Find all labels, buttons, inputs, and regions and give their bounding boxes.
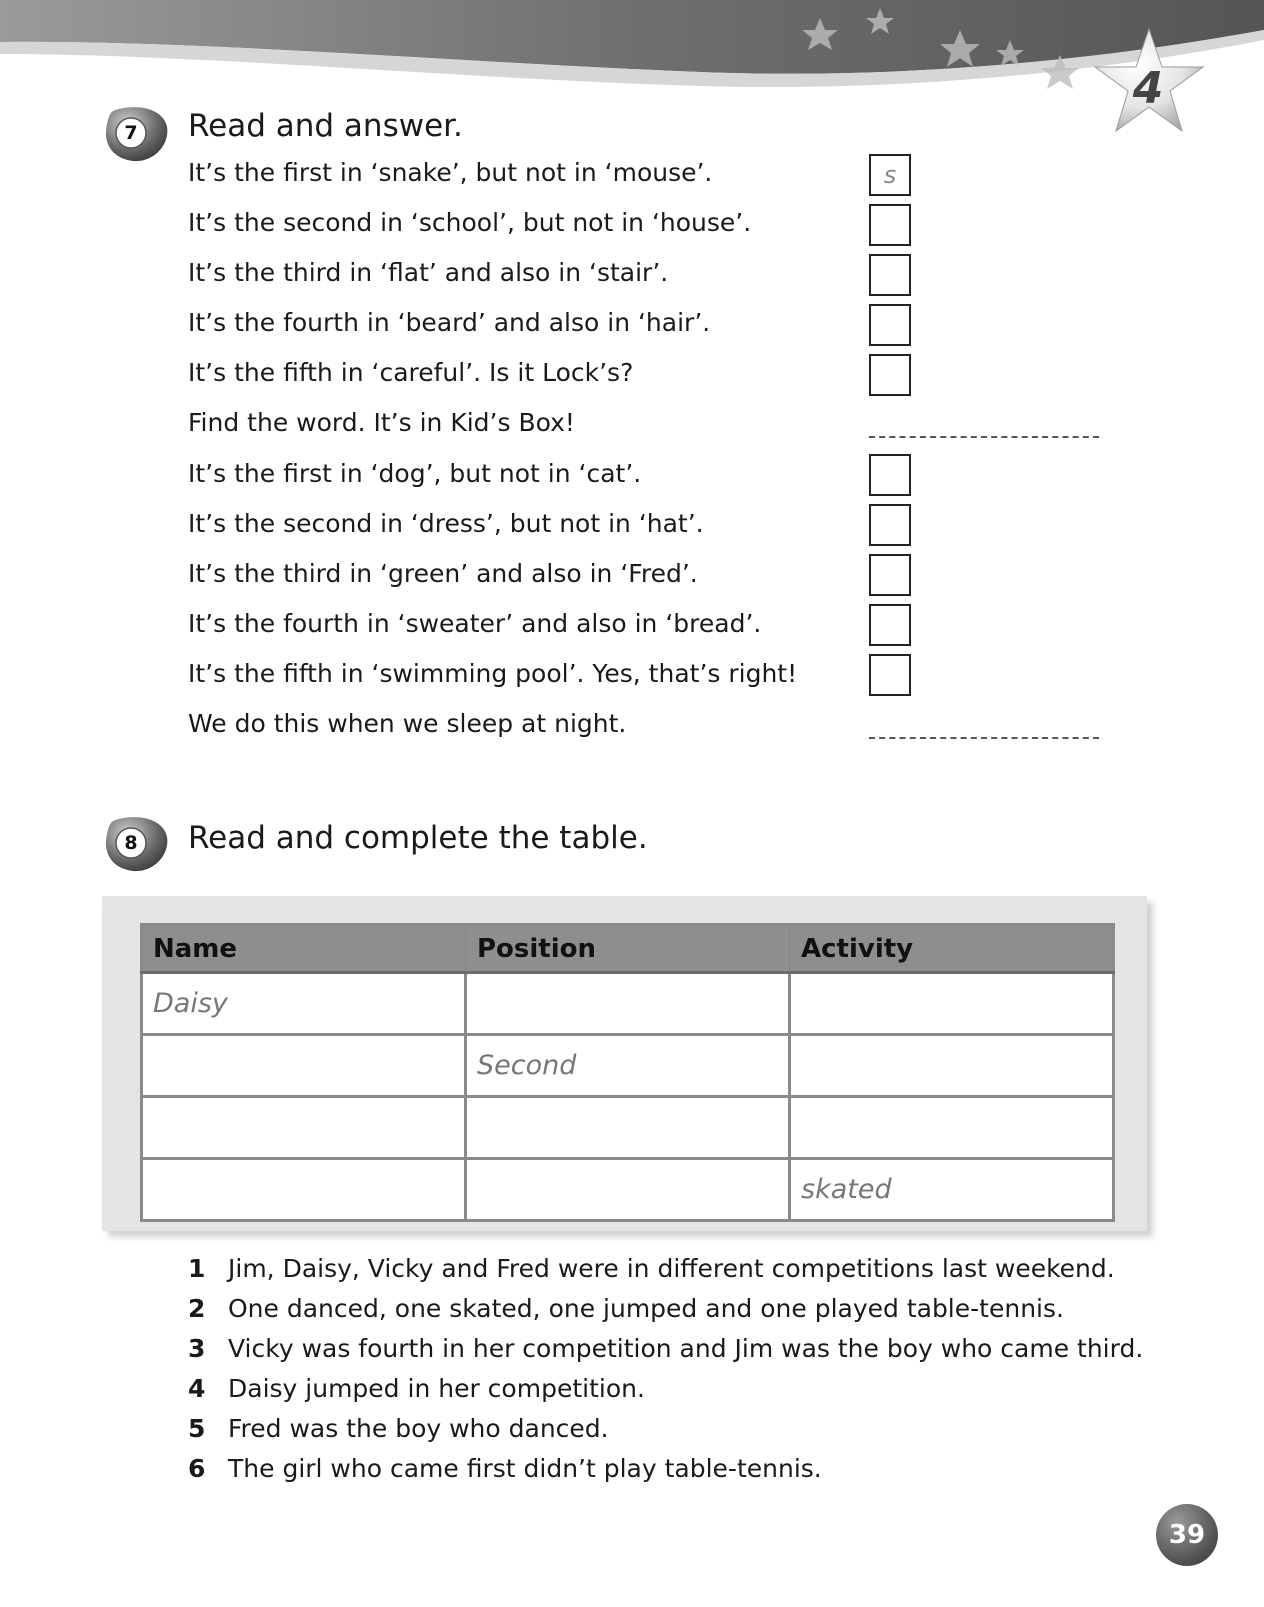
table-cell[interactable]	[466, 1097, 790, 1159]
table-cell[interactable]	[790, 973, 1114, 1035]
exercise-7-badge	[103, 103, 171, 165]
hint-number: 2	[188, 1294, 206, 1323]
unit-star-badge	[1089, 25, 1209, 145]
clue-5: It’s the fifth in ‘careful’. Is it Lock’s?	[188, 358, 634, 387]
exercise-8-badge	[103, 813, 171, 875]
hint-item	[188, 1254, 1115, 1283]
unit-number: 4	[1132, 62, 1164, 114]
answer-box[interactable]	[869, 554, 911, 596]
table-cell[interactable]: skated	[790, 1159, 1114, 1221]
table-row	[142, 1159, 1114, 1221]
clue-word-1: Find the word. It’s in Kid’s Box!	[188, 408, 575, 437]
hint-number: 1	[188, 1254, 206, 1283]
table-cell[interactable]	[790, 1097, 1114, 1159]
clue-3: It’s the third in ‘flat’ and also in ‘stair’.	[188, 258, 669, 287]
hint-number: 5	[188, 1414, 206, 1443]
table-cell[interactable]	[142, 1159, 466, 1221]
table-row	[142, 973, 1114, 1035]
hint-text: Vicky was fourth in her competition and Jim was the boy who came third.	[228, 1334, 1144, 1363]
hint-number: 3	[188, 1334, 206, 1363]
hint-item	[188, 1454, 822, 1483]
word-answer-line[interactable]	[869, 436, 1099, 438]
answer-box[interactable]	[869, 204, 911, 246]
table-row	[142, 1097, 1114, 1159]
table-cell[interactable]	[790, 1035, 1114, 1097]
clue-4: It’s the fourth in ‘beard’ and also in ‘hair’.	[188, 308, 711, 337]
results-table	[140, 923, 1115, 1222]
table-header-row	[142, 925, 1114, 973]
word-answer-line[interactable]	[869, 737, 1099, 739]
clue-9: It’s the fourth in ‘sweater’ and also in ‘bread’.	[188, 609, 762, 638]
clue-2: It’s the second in ‘school’, but not in ‘house’.	[188, 208, 752, 237]
answer-box[interactable]	[869, 354, 911, 396]
column-header-activity: Activity	[790, 925, 1114, 973]
clue-word-2: We do this when we sleep at night.	[188, 709, 627, 738]
clue-8: It’s the third in ‘green’ and also in ‘Fred’.	[188, 559, 698, 588]
table-cell[interactable]	[466, 973, 790, 1035]
hint-item	[188, 1334, 1143, 1363]
clue-1: It’s the first in ‘snake’, but not in ‘mouse’.	[188, 158, 713, 187]
answer-box[interactable]	[869, 654, 911, 696]
clue-7: It’s the second in ‘dress’, but not in ‘hat’.	[188, 509, 704, 538]
hint-item	[188, 1294, 1064, 1323]
hint-text: Fred was the boy who danced.	[228, 1414, 609, 1443]
column-header-name: Name	[142, 925, 466, 973]
hint-number: 6	[188, 1454, 206, 1483]
table-cell[interactable]	[142, 1097, 466, 1159]
table-cell[interactable]: Second	[466, 1035, 790, 1097]
answer-box[interactable]	[869, 454, 911, 496]
exercise-7-title: Read and answer.	[188, 108, 463, 144]
hint-text: One danced, one skated, one jumped and one played table-tennis.	[228, 1294, 1064, 1323]
answer-box[interactable]	[869, 304, 911, 346]
column-header-position: Position	[466, 925, 790, 973]
answer-box[interactable]	[869, 604, 911, 646]
exercise-8-title: Read and complete the table.	[188, 820, 648, 856]
table-cell[interactable]	[142, 1035, 466, 1097]
exercise-number: 7	[124, 122, 138, 144]
exercise-number: 8	[124, 832, 138, 854]
table-row	[142, 1035, 1114, 1097]
page-number: 39	[1156, 1504, 1218, 1566]
answer-box[interactable]	[869, 504, 911, 546]
clue-6: It’s the first in ‘dog’, but not in ‘cat’.	[188, 459, 642, 488]
hint-number: 4	[188, 1374, 206, 1403]
answer-box[interactable]: s	[869, 154, 911, 196]
hint-text: Jim, Daisy, Vicky and Fred were in different competitions last weekend.	[228, 1254, 1115, 1283]
hint-text: The girl who came first didn’t play table-tennis.	[228, 1454, 822, 1483]
table-cell[interactable]	[466, 1159, 790, 1221]
hint-item	[188, 1414, 609, 1443]
hint-item	[188, 1374, 645, 1403]
table-cell[interactable]: Daisy	[142, 973, 466, 1035]
hint-text: Daisy jumped in her competition.	[228, 1374, 645, 1403]
answer-box[interactable]	[869, 254, 911, 296]
clue-10: It’s the fifth in ‘swimming pool’. Yes, that’s right!	[188, 659, 798, 688]
